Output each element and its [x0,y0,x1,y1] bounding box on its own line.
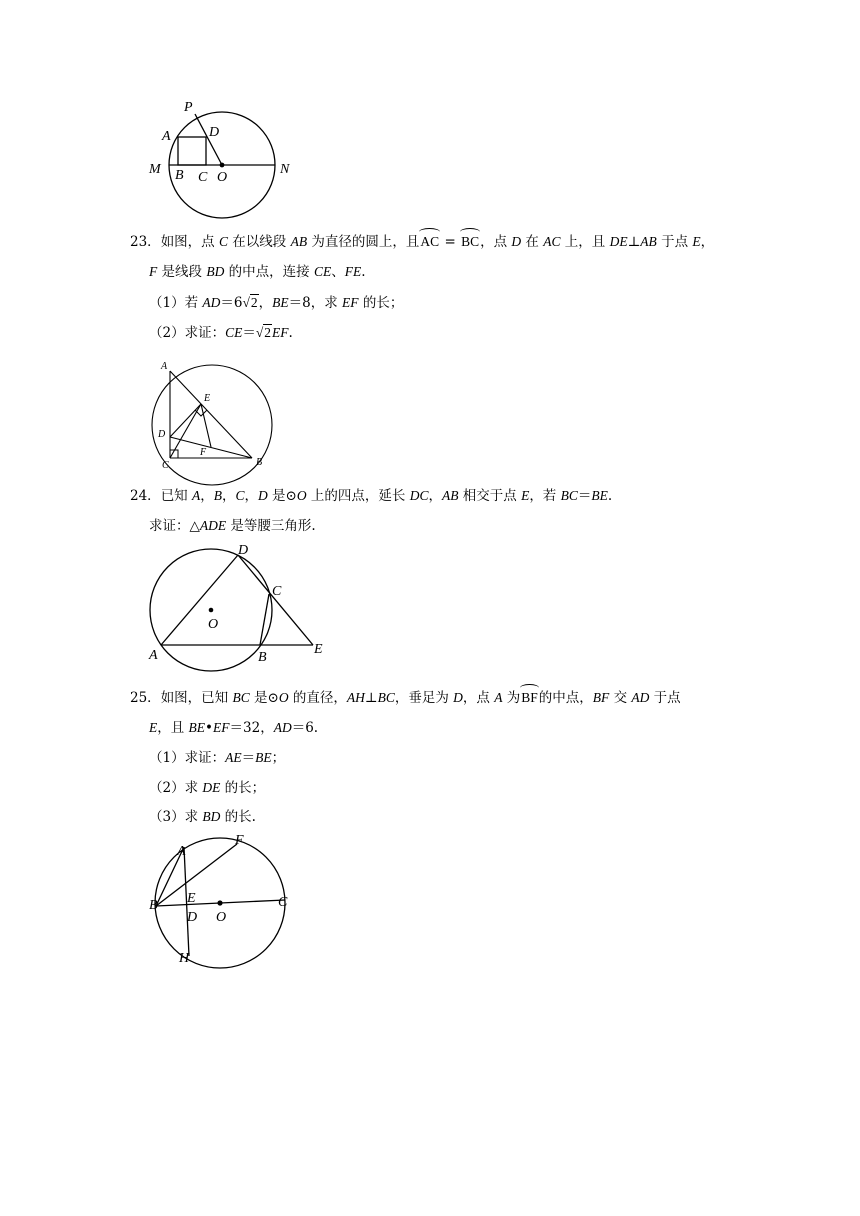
label-c: C [278,895,288,910]
label-a: A [161,361,168,372]
label-d: D [238,543,249,558]
label-c: C [162,460,169,471]
label-b: B [175,168,184,183]
center-o-dot [217,900,222,905]
label-o: O [217,170,228,185]
arc-bc: BC [460,232,480,252]
q25-part2: （2）求 DE 的长； [149,780,266,796]
q23-part1: （1）若 AD＝6√2，BE＝8，求 EF 的长； [149,295,404,311]
label-n: N [280,162,290,177]
figure-25 [140,828,300,968]
q25-part1: （1）求证：AE＝BE； [149,750,286,766]
figure-22 [140,95,310,225]
label-h: H [179,951,190,966]
q24-line2: 求证：△ADE 是等腰三角形. [149,518,316,534]
label-b: B [149,898,158,913]
label-c: C [198,170,208,185]
figure-23 [145,358,285,474]
arc-ac: AC [419,232,440,252]
label-d: D [158,429,166,440]
chord-bf [156,844,237,906]
arc-bf: BF [520,688,539,708]
square-abcd [178,137,206,165]
label-o: O [208,617,219,632]
segment-bc [260,594,269,645]
q24-line1: 24．已知 A，B，C，D 是⊙O 上的四点，延长 DC，AB 相交于点 E，若 BC＝BE. [130,488,613,504]
q25-part3: （3）求 BD 的长. [149,809,256,825]
label-b: B [256,457,263,468]
segment-ad [161,555,238,645]
label-d: D [187,910,198,925]
line-de [238,555,313,645]
figure-24 [140,538,340,668]
label-p: P [184,100,193,115]
center-o-dot [220,163,225,168]
label-a: A [177,844,186,859]
label-o: O [216,910,227,925]
q23-line2: F 是线段 BD 的中点，连接 CE、FE. [149,264,366,280]
label-e: E [187,891,196,906]
label-m: M [149,162,161,177]
label-e: E [314,642,323,657]
q25-line1: 25．如图，已知 BC 是⊙O 的直径，AH⊥BC，垂足为 D，点 A 为BF的中点，BF 交 AD 于点 [130,690,681,706]
label-a: A [162,129,171,144]
q25-line2: E，且 BE•EF＝32，AD＝6. [149,720,319,736]
label-f: F [235,833,244,848]
label-a: A [149,648,158,663]
segment-db [170,437,252,458]
sqrt-2: √2 [242,295,258,310]
label-f: F [200,447,207,458]
label-c: C [272,584,282,599]
center-o-dot [209,608,214,613]
label-d: D [209,125,220,140]
q23-part2: （2）求证：CE＝√2EF. [149,325,293,341]
label-e: E [204,393,211,404]
q23-line1: 23．如图，点 C 在以线段 AB 为直径的圆上，且AC = BC，点 D 在 AC 上，且 DE⊥AB 于点 E， [130,234,715,250]
sqrt-2b: √2 [255,325,272,340]
label-b: B [258,650,267,665]
